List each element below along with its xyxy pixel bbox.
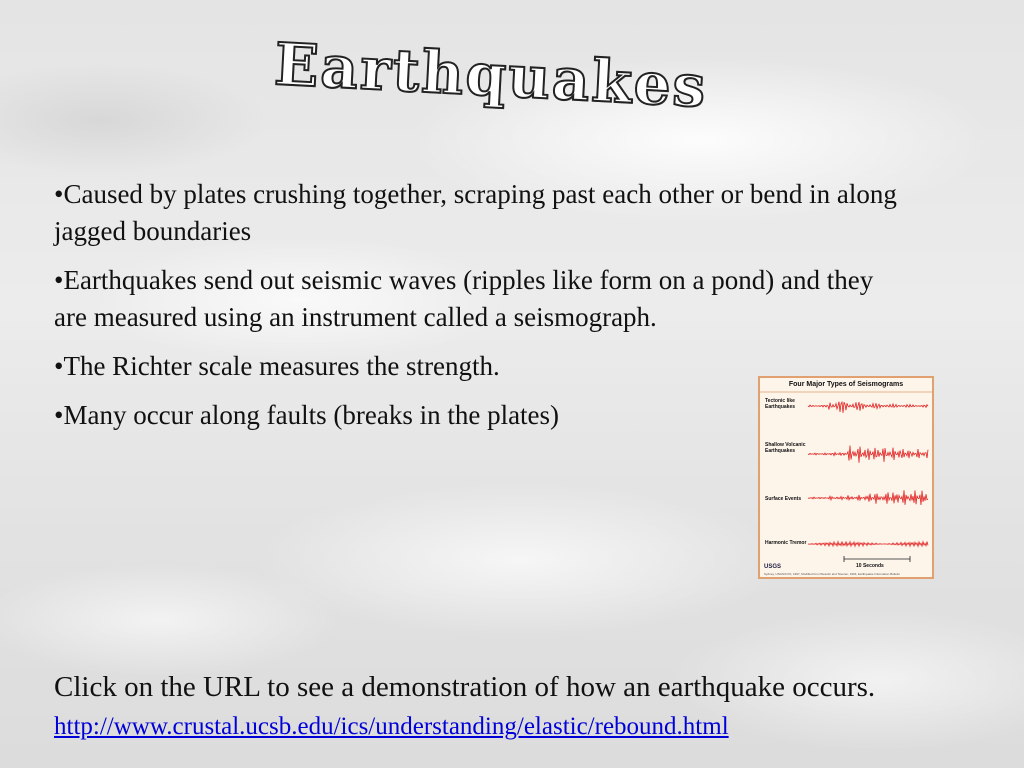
footer-text <box>54 668 974 746</box>
footer-instruction: Click on the URL to see a demonstration of how an earthquake occurs. <box>54 671 876 703</box>
bullet-item: •Many occur along faults (breaks in the plates) <box>54 400 560 430</box>
seismogram-label: Surface Events <box>765 496 802 502</box>
seismogram-label: Tectonic like Earthquakes <box>765 398 796 410</box>
seismogram-trace <box>808 490 928 505</box>
seismogram-trace <box>808 446 928 463</box>
slide-title: Earthquakes <box>272 30 710 121</box>
bullet-item: •The Richter scale measures the strength. <box>54 351 500 381</box>
seismogram-trace <box>808 402 928 413</box>
seismogram-scale: 10 Seconds <box>856 563 884 569</box>
usgs-logo: USGS <box>764 564 782 570</box>
seismogram-label: Shallow Volcanic Earthquakes <box>765 442 806 454</box>
bullet-item: •Earthquakes send out seismic waves (ripples like form on a pond) and they are measured using an instrument called a seismograph. <box>54 265 874 332</box>
seismogram-label: Harmonic Tremor <box>765 540 807 546</box>
seismogram-trace <box>808 542 928 547</box>
seismogram-traces <box>760 378 932 577</box>
seismogram-figure <box>758 376 934 579</box>
seismogram-title: Four Major Types of Seismograms <box>788 381 904 388</box>
demo-link[interactable]: http://www.crustal.ucsb.edu/ics/understanding/elastic/rebound.html <box>54 713 729 740</box>
seismogram-credit: Sydney, USGS/CVO, 1997, Modified from Wesolin and Tavener, 1994, Earthquake Information Bulletin <box>764 572 900 576</box>
bullet-item: •Caused by plates crushing together, scraping past each other or bend in along jagged boundaries <box>54 179 897 246</box>
